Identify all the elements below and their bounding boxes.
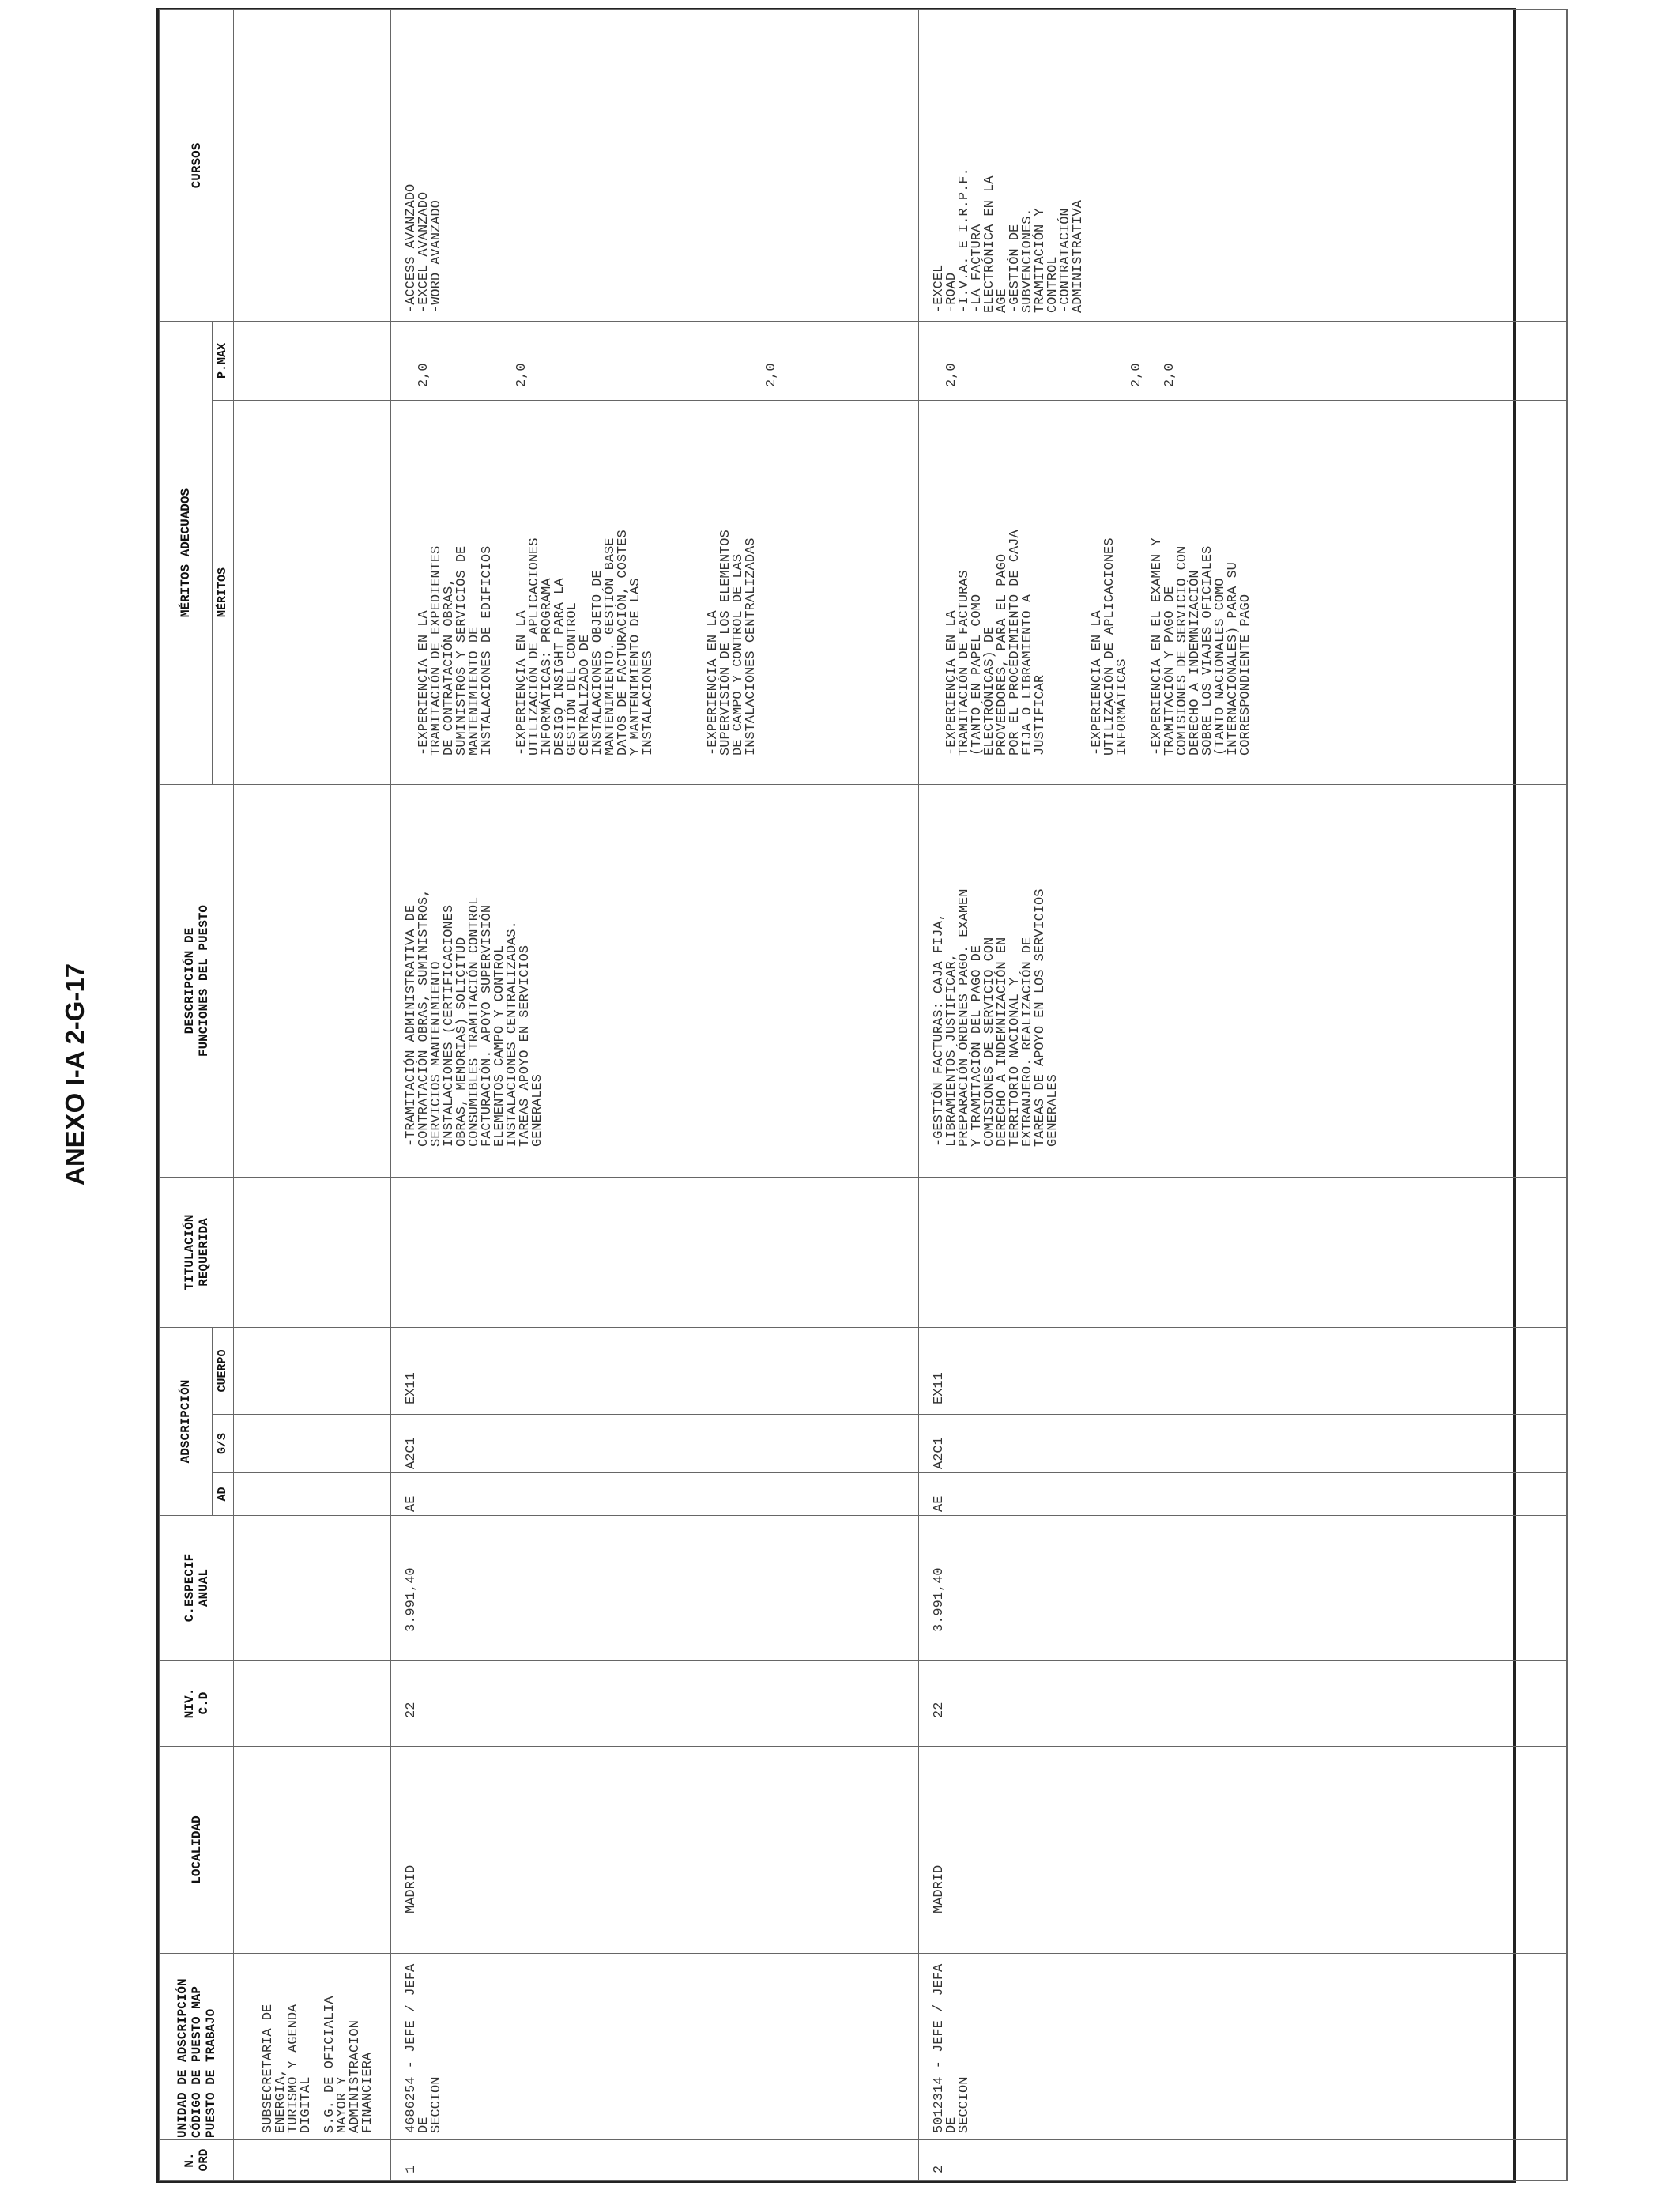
pmax-value: 2,0 (944, 363, 959, 387)
row-nivel: 22 (919, 1661, 1567, 1747)
row-gs: A2C1 (391, 1415, 919, 1473)
rotated-table-container (159, 10, 1513, 2181)
pmax-value: 2,0 (764, 363, 779, 387)
row-gs: A2C1 (919, 1415, 1567, 1473)
row-titulacion (391, 1178, 919, 1328)
pmax-value: 2,0 (514, 363, 529, 387)
row-localidad: MADRID (919, 1747, 1567, 1954)
header-ad: AD (213, 1473, 234, 1516)
merito-item: -EXPERIENCIA EN LA UTILIZACIÓN DE APLICACIONES INFORMÁTICAS (1090, 537, 1130, 756)
row-titulacion (919, 1178, 1567, 1328)
row-cursos: -ACCESS AVANZADO -EXCEL AVANZADO -WORD AVANZADO (391, 9, 919, 321)
row-number: 2 (919, 2140, 1567, 2181)
row-number: 1 (391, 2140, 919, 2181)
row-cuerpo: EX11 (919, 1328, 1567, 1415)
subunit-row (324, 9, 391, 2180)
row-cursos: -EXCEL -ROAD -I.V.A. E I.R.P.F. -LA FACTURA ELECTRÓNICA EN LA AGE -GESTIÓN DE SUBVENCIONES. TRAMITACIÓN Y CONTROL -CONTRATACIÓN ADMINISTRATIVA (919, 9, 1567, 321)
header-titulacion: TITULACIÓN REQUERIDA (160, 1178, 234, 1328)
header-num: N. ORD (160, 2140, 234, 2181)
page-title: ANEXO I-A 2-G-17 (60, 963, 89, 1186)
row-meritos (919, 401, 1567, 785)
table-filler-row (1567, 9, 1568, 2180)
pmax-value: 2,0 (1129, 363, 1144, 387)
row-puesto: 4686254 - JEFE / JEFA DE SECCION (391, 1954, 919, 2140)
row-especifico: 3.991,40 (391, 1516, 919, 1661)
document-frame (156, 8, 1516, 2183)
row-localidad: MADRID (391, 1747, 919, 1954)
row-nivel: 22 (391, 1661, 919, 1747)
vacancy-table (159, 9, 1568, 2181)
header-cursos: CURSOS (160, 9, 234, 321)
merito-item: -EXPERIENCIA EN LA SUPERVISIÓN DE LOS ELEMENTOS DE CAMPO Y CONTROL DE LAS INSTALACIONES CENTRALIZADAS (706, 530, 759, 756)
row-cuerpo: EX11 (391, 1328, 919, 1415)
unit-name: SUBSECRETARIA DE ENERGIA, TURISMO Y AGENDA DIGITAL (234, 1954, 325, 2140)
pmax-value: 2,0 (1162, 363, 1177, 387)
header-meritos-adecuados: MÉRITOS ADECUADOS (160, 321, 213, 784)
header-unit: UNIDAD DE ADSCRIPCIÓN CÓDIGO DE PUESTO MAP PUESTO DE TRABAJO (160, 1954, 234, 2140)
row-puesto: 5012314 - JEFE / JEFA DE SECCION (919, 1954, 1567, 2140)
header-row (160, 9, 213, 2180)
merito-item: -EXPERIENCIA EN EL EXAMEN Y TRAMITACIÓN Y PAGO DE COMISIONES DE SERVICIO CON DERECHO A INDEMNIZACIÓN SOBRE LOS VIAJES OFICIALES (TANTO NACIONALES COMO INTERNACIONALES) PARA SU CORRESPONDIENTE PAGO (1150, 537, 1253, 756)
header-nivel: NIV. C.D (160, 1661, 234, 1747)
header-localidad: LOCALIDAD (160, 1747, 234, 1954)
row-ad: AE (919, 1473, 1567, 1516)
header-descripcion: DESCRIPCIÓN DE FUNCIONES DEL PUESTO (160, 785, 234, 1178)
header-cuerpo: CUERPO (213, 1328, 234, 1415)
row-meritos (391, 401, 919, 785)
header-gs: G/S (213, 1415, 234, 1473)
merito-item: -EXPERIENCIA EN LA TRAMITACIÓN DE FACTURAS (TANTO EN PAPEL COMO ELECTRÓNICAS) DE PROVEEDORES, PARA EL PAGO POR EL PROCEDIMIENTO DE CAJA FIJA O LIBRAMIENTO A JUSTIFICAR (944, 530, 1048, 756)
row-ad: AE (391, 1473, 919, 1516)
header-especifico: C.ESPECIF ANUAL (160, 1516, 234, 1661)
row-pmax (391, 321, 919, 400)
merito-item: -EXPERIENCIA EN LA UTILIZACIÓN DE APLICACIONES INFORMÁTICAS: PROGRAMA DESIGO INSIGHT PARA LA GESTIÓN DEL CONTROL CENTRALIZADO DE INSTALACIONES OBJETO DE MANTENIMIENTO. GESTIÓN BASE DATOS DE FACTURACIÓN, COSTES Y MANTENIMIENTO DE LAS INSTALACIONES (514, 530, 656, 756)
unit-row (234, 9, 325, 2180)
subunit-name: S.G. DE OFICIALIA MAYOR Y ADMINISTRACION FINANCIERA (324, 1954, 391, 2140)
merito-item: -EXPERIENCIA EN LA TRAMITACIÓN DE EXPEDIENTES DE CONTRATACIÓN OBRAS, SUMINISTROS Y SERVICIOS DE MANTENIMIENTO DE INSTALACIONES DE EDIFICIOS (416, 545, 495, 756)
row-pmax (919, 321, 1567, 400)
row-descripcion: -GESTIÓN FACTURAS: CAJA FIJA, LIBRAMIENTOS JUSTIFICAR, PREPARACIÓN ÓRDENES PAGO. EXAMEN Y TRAMITACIÓN DEL PAGO DE COMISIONES DE SERVICIO CON DERECHO A INDEMNIZACIÓN EN TERRITORIO NACIONAL Y EXTRANJERO. REALIZACIÓN DE TAREAS DE APOYO EN LOS SERVICIOS GENERALES (919, 785, 1567, 1178)
pmax-value: 2,0 (416, 363, 431, 387)
header-adscripcion: ADSCRIPCIÓN (160, 1328, 213, 1516)
header-meritos: MÉRITOS (213, 401, 234, 785)
table-row (919, 9, 1567, 2180)
table-row (391, 9, 919, 2180)
row-descripcion: -TRAMITACIÓN ADMINISTRATIVA DE CONTRATACIÓN OBRAS, SUMINISTROS, SERVICIOS MANTENIMIENTO INSTALACIONES (CERTIFICACIONES OBRAS, MEMORIAS) SOLICITUD CONSUMIBLES TRAMITACIÓN CONTROL FACTURACIÓN. APOYO SUPERVISIÓN ELEMENTOS CAMPO Y CONTROL INSTALACIONES CENTRALIZADAS. TAREAS APOYO EN SERVICIOS GENERALES (391, 785, 919, 1178)
row-especifico: 3.991,40 (919, 1516, 1567, 1661)
header-pmax: P.MAX (213, 321, 234, 400)
